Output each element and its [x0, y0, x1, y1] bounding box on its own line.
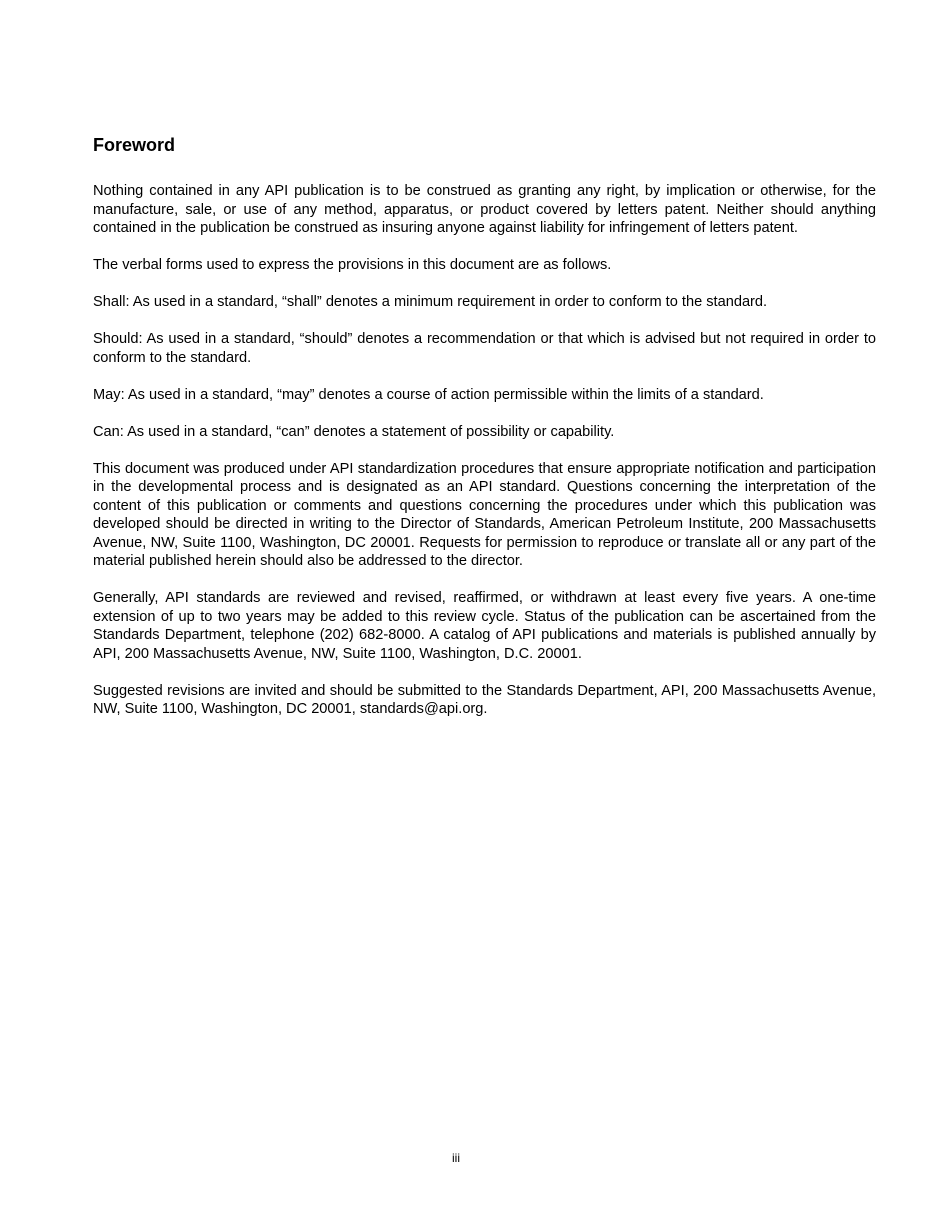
- page-title: Foreword: [93, 135, 176, 155]
- paragraph-should-definition: Should: As used in a standard, “should” denotes a recommendation or that which is advised but not required in order to conform to the standard.: [93, 331, 876, 366]
- paragraph-verbal-forms-intro: The verbal forms used to express the provisions in this document are as follows.: [93, 257, 612, 273]
- paragraph-can-definition: Can: As used in a standard, “can” denotes a statement of possibility or capability.: [93, 423, 615, 440]
- paragraph-shall-definition: Shall: As used in a standard, “shall” denotes a minimum requirement in order to conform to the standard.: [93, 294, 768, 310]
- page-number: iii: [452, 1151, 460, 1165]
- paragraph-standardization-procedures: This document was produced under API standardization procedures that ensure appropriate notification and participation in the developmental process and is designated as an API standard. Questions concerning the interpretation of the content of this publication or comments and questions concerning the procedures under which this publication was developed should be directed in writing to the Director of Standards, American Petroleum Institute, 200 Massachusetts Avenue, NW, Suite 1100, Washington, DC 20001. Requests for permission to reproduce or translate all or any part of the material published herein should also be addressed to the director.: [93, 460, 876, 569]
- paragraph-may-definition: May: As used in a standard, “may” denotes a course of action permissible within the limits of a standard.: [93, 386, 764, 403]
- paragraph-patent-disclaimer: Nothing contained in any API publication is to be construed as granting any right, by implication or otherwise, for the manufacture, sale, or use of any method, apparatus, or product covered by letters patent. Neither should anything contained in the publication be construed as insuring anyone against liability for infringement of letters patent.: [93, 183, 876, 236]
- paragraph-suggested-revisions: Suggested revisions are invited and should be submitted to the Standards Department, API, 200 Massachusetts Avenue, NW, Suite 1100, Washington, DC 20001, standards@api.org.: [93, 682, 876, 717]
- foreword-body: [93, 182, 876, 737]
- paragraph-review-cycle: Generally, API standards are reviewed and revised, reaffirmed, or withdrawn at least every five years. A one-time extension of up to two years may be added to this review cycle. Status of the publication can be ascertained from the Standards Department, telephone (202) 682-8000. A catalog of API publications and materials is published annually by API, 200 Massachusetts Avenue, NW, Suite 1100, Washington, D.C. 20001.: [93, 590, 876, 662]
